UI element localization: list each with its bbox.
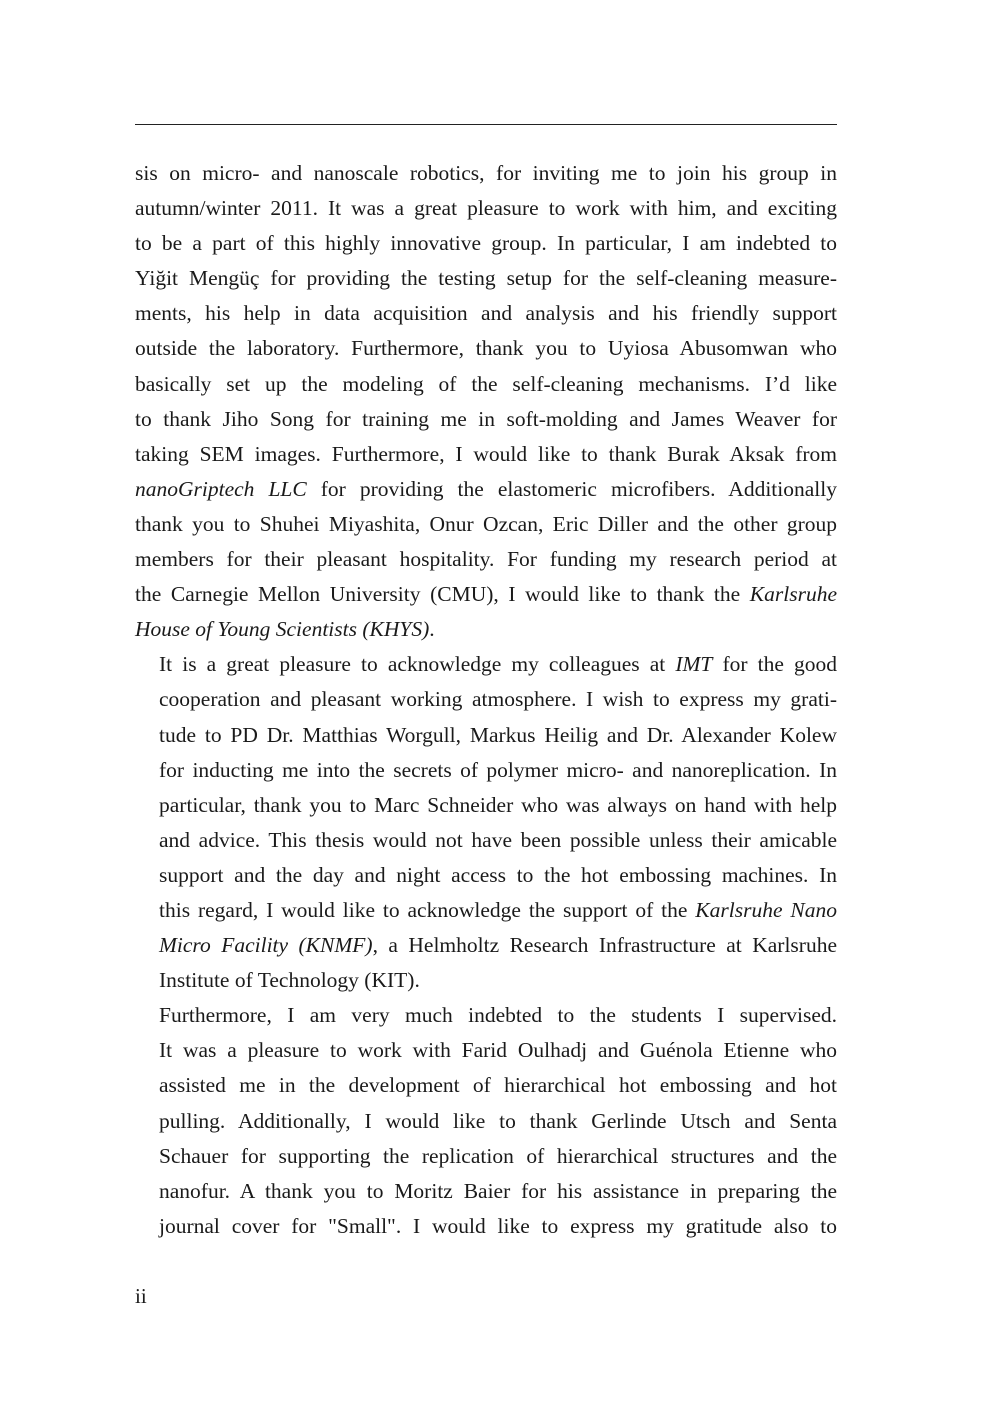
italic-text: IMT (675, 652, 713, 677)
header-rule (135, 124, 837, 125)
text-line (135, 823, 837, 858)
text-run: cooperation and pleasant working atmosphere. I wish to express my grati- (159, 687, 837, 712)
text-run: this regard, I would like to acknowledge the support of the (159, 897, 696, 922)
text-run: basically set up the modeling of the self-cleaning mechanisms. I’d like (135, 371, 837, 396)
text-run: Furthermore, I am very much indebted to the students I supervised. (159, 1003, 837, 1028)
italic-text: Karlsruhe Nano (695, 897, 837, 922)
text-run: members for their pleasant hospitality. For funding my research period at (135, 547, 837, 572)
text-run: ments, his help in data acquisition and analysis and his friendly support (135, 301, 837, 326)
text-line (135, 402, 837, 437)
text-line (135, 682, 837, 717)
text-line (135, 647, 837, 682)
text-line (135, 472, 837, 507)
text-run: taking SEM images. Furthermore, I would like to thank Burak Aksak from (135, 441, 837, 466)
text-run: autumn/winter 2011. It was a great pleasure to work with him, and exciting (135, 196, 837, 221)
italic-text: Micro Facility (KNMF) (159, 933, 373, 958)
text-line (135, 542, 837, 577)
body-text (135, 156, 837, 1244)
text-line (135, 718, 837, 753)
italic-text: Karlsruhe (749, 582, 837, 607)
text-run: journal cover for "Small". I would like to express my gratitude also to (159, 1213, 837, 1238)
paragraph-imt (135, 647, 837, 998)
text-run: sis on micro- and nanoscale robotics, for inviting me to join his group in (135, 161, 837, 185)
text-run: particular, thank you to Marc Schneider who was always on hand with help (159, 792, 837, 817)
text-line (135, 1174, 837, 1209)
text-line (135, 1104, 837, 1139)
paragraph-students (135, 998, 837, 1244)
text-line (135, 858, 837, 893)
text-line (135, 1068, 837, 1103)
text-line (135, 331, 837, 366)
text-line (135, 893, 837, 928)
text-run: outside the laboratory. Furthermore, thank you to Uyiosa Abusomwan who (135, 336, 837, 361)
italic-text: House of Young Scientists (KHYS) (135, 617, 430, 642)
text-run: tude to PD Dr. Matthias Worgull, Markus Heilig and Dr. Alexander Kolew (159, 722, 837, 747)
text-line (135, 612, 837, 647)
text-run: to be a part of this highly innovative group. In particular, I am indebted to (135, 231, 837, 256)
text-line (135, 156, 837, 191)
text-run: assisted me in the development of hierarchical hot embossing and hot (159, 1073, 837, 1098)
text-line (135, 1139, 837, 1174)
text-line (135, 788, 837, 823)
text-line (135, 261, 837, 296)
text-line (135, 1033, 837, 1068)
text-line (135, 998, 837, 1033)
text-line (135, 577, 837, 612)
text-run: for inducting me into the secrets of polymer micro- and nanoreplication. In (159, 757, 837, 782)
text-run: the Carnegie Mellon University (CMU), I would like to thank the (135, 582, 750, 607)
text-line (135, 437, 837, 472)
text-run: thank you to Shuhei Miyashita, Onur Ozcan, Eric Diller and the other group (135, 511, 837, 536)
text-run: pulling. Additionally, I would like to thank Gerlinde Utsch and Senta (159, 1108, 837, 1133)
text-run: Institute of Technology (KIT). (159, 968, 420, 993)
text-run: It was a pleasure to work with Farid Oulhadj and Guénola Etienne who (159, 1038, 837, 1063)
text-run: nanofur. A thank you to Moritz Baier for his assistance in preparing the (159, 1178, 837, 1203)
text-line (135, 226, 837, 261)
text-line (135, 296, 837, 331)
text-run: Yiğit Mengüç for providing the testing setup for the self-cleaning measure- (135, 266, 837, 291)
text-run: for providing the elastomeric microfibers. Additionally (306, 476, 837, 501)
text-line (135, 963, 837, 998)
text-line (135, 191, 837, 226)
text-line (135, 928, 837, 963)
text-line (135, 753, 837, 788)
text-run: and advice. This thesis would not have been possible unless their amicable (159, 827, 837, 852)
text-line (135, 367, 837, 402)
text-line (135, 507, 837, 542)
text-run: for the good (712, 652, 837, 677)
text-line (135, 1209, 837, 1244)
text-run: support and the day and night access to the hot embossing machines. In (159, 862, 837, 887)
italic-text: nanoGriptech LLC (135, 476, 307, 501)
paragraph-continuation (135, 156, 837, 647)
text-run: . (429, 617, 435, 642)
text-run: Schauer for supporting the replication of hierarchical structures and the (159, 1143, 837, 1168)
text-run: , a Helmholtz Research Infrastructure at Karlsruhe (372, 933, 837, 958)
text-run: to thank Jiho Song for training me in soft-molding and James Weaver for (135, 406, 837, 431)
text-run: It is a great pleasure to acknowledge my colleagues at (159, 652, 676, 677)
page-number: ii (135, 1284, 147, 1308)
